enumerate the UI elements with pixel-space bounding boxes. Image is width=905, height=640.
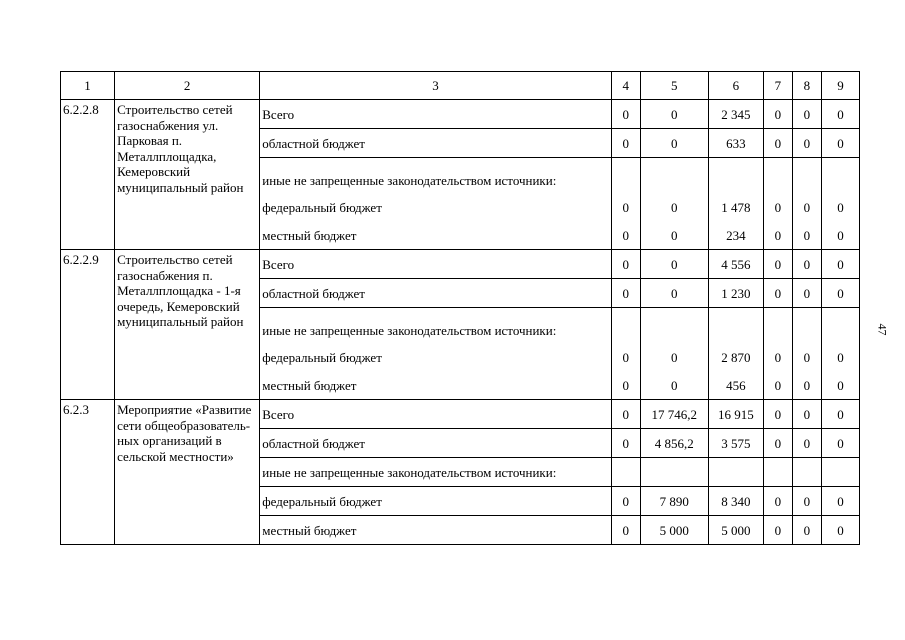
value-cell: 0: [821, 100, 859, 129]
value-cell: 0: [792, 487, 821, 516]
value-cell: 0: [640, 344, 708, 372]
value-cell: 0: [611, 344, 640, 372]
value-cell: [821, 458, 859, 487]
value-cell: 0: [792, 372, 821, 400]
value-cell: 0: [763, 400, 792, 429]
value-cell: 0: [792, 129, 821, 158]
header-row: [61, 72, 860, 100]
row-label: Всего: [260, 100, 611, 129]
value-cell: 0: [821, 222, 859, 250]
header-cell: 9: [821, 72, 859, 100]
value-cell: 0: [792, 429, 821, 458]
value-cell: [611, 158, 640, 194]
value-cell: [792, 308, 821, 344]
row-label: местный бюджет: [260, 516, 611, 545]
value-cell: 0: [611, 279, 640, 308]
value-cell: [763, 158, 792, 194]
value-cell: [708, 458, 763, 487]
item-name: Строительство сетей газоснабжения ул. Парковая п. Металлплощадка, Кемеровский муниципальный район: [115, 100, 260, 250]
value-cell: 0: [821, 129, 859, 158]
value-cell: [763, 458, 792, 487]
row-label: иные не запрещенные законодательством источники:: [260, 308, 611, 344]
value-cell: [640, 458, 708, 487]
value-cell: 0: [763, 194, 792, 222]
value-cell: 5 000: [708, 516, 763, 545]
row-label: областной бюджет: [260, 129, 611, 158]
header-cell: 3: [260, 72, 611, 100]
value-cell: 0: [611, 372, 640, 400]
value-cell: 0: [640, 194, 708, 222]
row-label: федеральный бюджет: [260, 487, 611, 516]
value-cell: [640, 158, 708, 194]
row-label: иные не запрещенные законодательством источники:: [260, 458, 611, 487]
value-cell: 0: [821, 250, 859, 279]
value-cell: 0: [611, 100, 640, 129]
value-cell: 5 000: [640, 516, 708, 545]
row-label: местный бюджет: [260, 222, 611, 250]
value-cell: 0: [792, 222, 821, 250]
value-cell: 1 478: [708, 194, 763, 222]
value-cell: [708, 308, 763, 344]
budget-table: [60, 71, 860, 545]
header-cell: 1: [61, 72, 115, 100]
value-cell: 0: [763, 129, 792, 158]
row-label: областной бюджет: [260, 279, 611, 308]
item-name: Мероприятие «Развитие сети общеобразователь-ных организаций в сельской местности»: [115, 400, 260, 545]
value-cell: 0: [640, 372, 708, 400]
value-cell: 0: [821, 516, 859, 545]
value-cell: 456: [708, 372, 763, 400]
value-cell: 1 230: [708, 279, 763, 308]
header-cell: 2: [115, 72, 260, 100]
value-cell: 17 746,2: [640, 400, 708, 429]
value-cell: 0: [792, 279, 821, 308]
page-number: 47: [875, 323, 890, 336]
value-cell: 0: [611, 222, 640, 250]
header-cell: 6: [708, 72, 763, 100]
value-cell: 0: [792, 400, 821, 429]
value-cell: 0: [640, 100, 708, 129]
value-cell: 0: [763, 344, 792, 372]
item-code: 6.2.3: [61, 400, 115, 545]
value-cell: 0: [821, 279, 859, 308]
row-label: Всего: [260, 250, 611, 279]
value-cell: 633: [708, 129, 763, 158]
value-cell: 0: [792, 344, 821, 372]
value-cell: 0: [821, 487, 859, 516]
value-cell: 0: [611, 250, 640, 279]
header-cell: 5: [640, 72, 708, 100]
item-code: 6.2.2.9: [61, 250, 115, 400]
value-cell: 0: [640, 222, 708, 250]
value-cell: 4 856,2: [640, 429, 708, 458]
value-cell: 0: [821, 344, 859, 372]
value-cell: [792, 158, 821, 194]
value-cell: 0: [640, 279, 708, 308]
value-cell: 0: [763, 429, 792, 458]
value-cell: [640, 308, 708, 344]
value-cell: 0: [821, 429, 859, 458]
table-row: [61, 250, 860, 279]
value-cell: [763, 308, 792, 344]
row-label: федеральный бюджет: [260, 194, 611, 222]
value-cell: 0: [821, 372, 859, 400]
value-cell: 0: [763, 372, 792, 400]
value-cell: 0: [792, 250, 821, 279]
row-label: иные не запрещенные законодательством источники:: [260, 158, 611, 194]
value-cell: 3 575: [708, 429, 763, 458]
value-cell: [792, 458, 821, 487]
row-label: местный бюджет: [260, 372, 611, 400]
value-cell: 0: [763, 516, 792, 545]
header-cell: 4: [611, 72, 640, 100]
value-cell: 0: [611, 516, 640, 545]
value-cell: [821, 308, 859, 344]
table-row: [61, 400, 860, 429]
value-cell: 0: [640, 250, 708, 279]
value-cell: 7 890: [640, 487, 708, 516]
value-cell: 0: [792, 194, 821, 222]
item-name: Строительство сетей газоснабжения п. Металлплощадка - 1-я очередь, Кемеровский муниципальный район: [115, 250, 260, 400]
value-cell: 0: [792, 100, 821, 129]
table-row: [61, 100, 860, 129]
value-cell: 234: [708, 222, 763, 250]
value-cell: 8 340: [708, 487, 763, 516]
value-cell: 2 345: [708, 100, 763, 129]
row-label: Всего: [260, 400, 611, 429]
value-cell: 0: [792, 516, 821, 545]
value-cell: [821, 158, 859, 194]
value-cell: [611, 308, 640, 344]
value-cell: 0: [611, 400, 640, 429]
value-cell: 4 556: [708, 250, 763, 279]
item-code: 6.2.2.8: [61, 100, 115, 250]
value-cell: 0: [611, 194, 640, 222]
value-cell: 0: [763, 279, 792, 308]
value-cell: 0: [611, 429, 640, 458]
value-cell: 0: [640, 129, 708, 158]
value-cell: 2 870: [708, 344, 763, 372]
value-cell: [708, 158, 763, 194]
value-cell: 0: [763, 487, 792, 516]
value-cell: 0: [763, 100, 792, 129]
value-cell: 0: [821, 194, 859, 222]
header-cell: 8: [792, 72, 821, 100]
value-cell: 0: [763, 222, 792, 250]
value-cell: 0: [611, 129, 640, 158]
value-cell: 16 915: [708, 400, 763, 429]
value-cell: 0: [821, 400, 859, 429]
value-cell: 0: [611, 487, 640, 516]
row-label: федеральный бюджет: [260, 344, 611, 372]
value-cell: [611, 458, 640, 487]
value-cell: 0: [763, 250, 792, 279]
header-cell: 7: [763, 72, 792, 100]
row-label: областной бюджет: [260, 429, 611, 458]
